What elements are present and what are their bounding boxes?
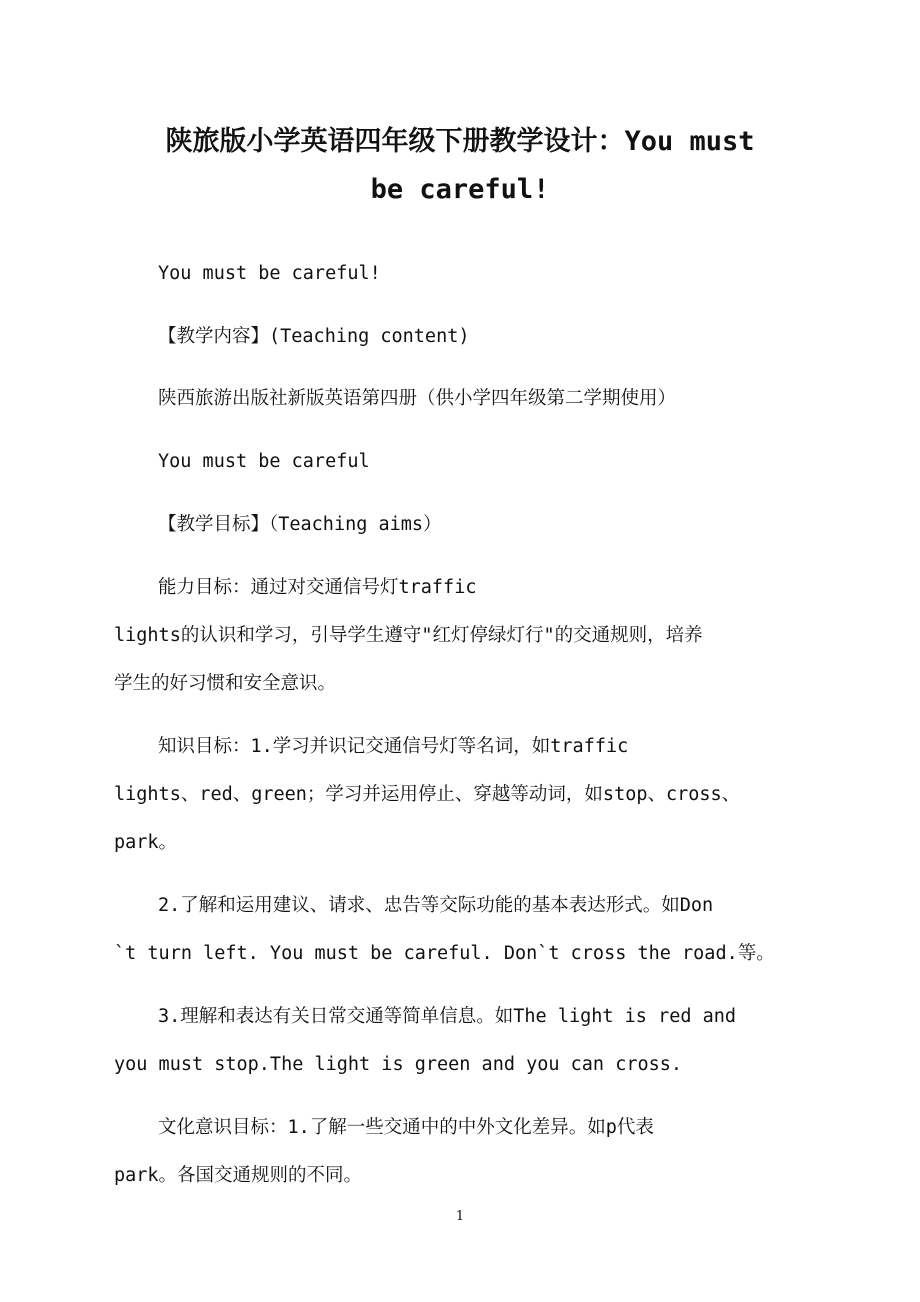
paragraph: 3.理解和表达有关日常交通等简单信息。如The light is red and <box>158 1006 737 1027</box>
section-heading-aims: 【教学目标】（Teaching aims） <box>158 514 442 535</box>
paragraph: 能力目标：通过对交通信号灯traffic <box>158 577 477 598</box>
paragraph-continuation: park。各国交通规则的不同。 <box>114 1165 363 1186</box>
title-line-1: 陕旅版小学英语四年级下册教学设计：You must <box>165 126 755 157</box>
paragraph: 文化意识目标：1.了解一些交通中的中外文化差异。如p代表 <box>158 1117 654 1138</box>
paragraph-continuation: 学生的好习惯和安全意识。 <box>114 673 337 694</box>
paragraph-continuation: `t turn left. You must be careful. Don`t cross the road.等。 <box>114 943 775 964</box>
document-title <box>100 118 820 214</box>
paragraph: You must be careful! <box>158 263 381 284</box>
section-heading-content: 【教学内容】(Teaching content) <box>158 326 470 347</box>
paragraph: You must be careful <box>158 451 370 472</box>
paragraph-continuation: lights、red、green；学习并运用停止、穿越等动词，如stop、cross、 <box>114 784 741 805</box>
paragraph: 陕西旅游出版社新版英语第四册（供小学四年级第二学期使用） <box>158 388 677 409</box>
paragraph: 2.了解和运用建议、请求、忠告等交际功能的基本表达形式。如Don <box>158 895 714 916</box>
page-number: 1 <box>455 1209 465 1224</box>
paragraph: 知识目标：1.学习并识记交通信号灯等名词，如traffic <box>158 736 629 757</box>
paragraph-continuation: lights的认识和学习，引导学生遵守"红灯停绿灯行"的交通规则，培养 <box>114 625 703 646</box>
paragraph-continuation: park。 <box>114 832 178 853</box>
title-line-2: be careful! <box>370 174 550 205</box>
paragraph-continuation: you must stop.The light is green and you can cross. <box>114 1054 683 1075</box>
